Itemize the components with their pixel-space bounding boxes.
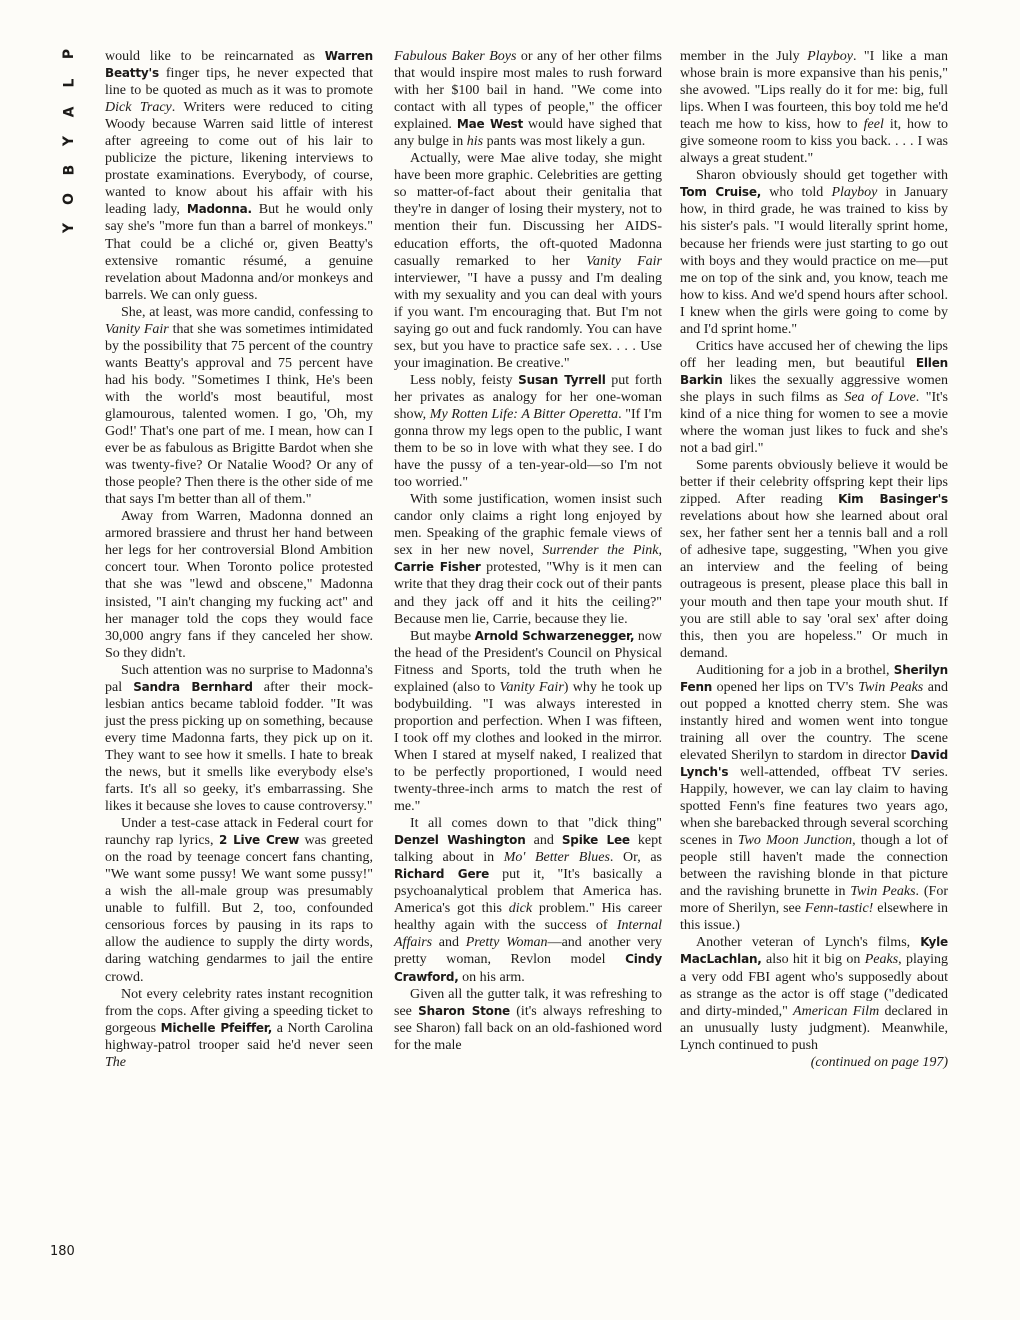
title-italic: Vanity Fair — [585, 253, 662, 269]
text-run: finger tips, he never expected that line to be quoted as much as it was to promote — [105, 66, 373, 99]
masthead-letter: P — [60, 48, 77, 60]
text-run: She, at least, was more candid, confessing to — [121, 304, 373, 320]
text-run: But he would only say she's "more fun than a barrel of monkeys." That could be a cliché or, given Beatty's extensive romantic résumé, a genuine revelation about Madonna and/or monkeys and barrels. We can only guess. — [105, 202, 373, 303]
name-highlight: Kim Basinger's — [838, 492, 948, 507]
paragraph — [680, 457, 948, 662]
title-italic: Vanity Fair — [105, 321, 169, 337]
text-run: it, how to give someone room to kiss you back. . . . I was always a great student." — [680, 117, 949, 167]
text-run: —and another very pretty woman, Revlon model — [394, 935, 662, 968]
text-run: But maybe — [410, 628, 475, 644]
masthead-playboy — [56, 46, 82, 249]
name-highlight: Richard Gere — [394, 867, 490, 882]
text-run: opened her lips on TV's — [712, 679, 859, 695]
masthead-letter: Y — [60, 135, 77, 147]
text-run: , — [658, 543, 663, 559]
title-italic: Playboy — [831, 185, 878, 201]
paragraph — [105, 815, 373, 985]
title-italic: Surrender the Pink — [542, 543, 659, 559]
text-run: . "If I'm gonna throw my legs open to the public, I want them to be so in love with what they see. I do have the pussy of a ten-year-old—so I'm not too worried." — [394, 406, 662, 491]
text-run: . "I like a man whose brain is more expansive than his penis," she avowed. "Lips really do it for me: big, full lips. When I was fourteen, this boy told me he'd teach me how to kiss, how to — [680, 49, 949, 133]
article-column-1 — [105, 48, 373, 1071]
text-run: . (For more of Sherilyn, see — [680, 884, 948, 917]
title-italic: Pretty Woman — [465, 935, 548, 951]
text-run: now the head of the President's Council on Physical Fitness and Sports, told the truth when he explained (also to — [394, 628, 662, 695]
name-highlight: Warren Beatty's — [105, 49, 373, 81]
text-run: ) why he took up bodybuilding. "I was always interested in proportion and perfection. When I was fifteen, I took off my clothes and looked in the mirror. When I stared at myself naked, I realized that to be perfectly proportioned, I would need twenty-three-inch arms to match the rest of me." — [394, 679, 662, 815]
title-italic: Peaks — [864, 952, 899, 968]
paragraph — [394, 628, 662, 816]
text-run: on his arm. — [458, 969, 525, 985]
title-italic: dick — [508, 901, 533, 917]
name-highlight: Michelle Pfeiffer, — [160, 1020, 273, 1035]
masthead-letter: Y — [60, 222, 77, 234]
title-italic: Sea of Love — [844, 389, 916, 405]
title-italic: feel — [863, 117, 884, 133]
text-run: With some justification, women insist such candor only claims a right long enjoyed by men. Speaking of the graphic female views of sex in her new novel, — [394, 492, 662, 559]
text-run: would have sighed that any bulge in — [394, 117, 662, 150]
text-run: member in the July — [680, 49, 808, 64]
paragraph — [105, 508, 373, 661]
title-italic: his — [466, 134, 484, 150]
paragraph — [105, 662, 373, 815]
text-run: Critics have accused her of chewing the lips off her leading men, but beautiful — [680, 338, 948, 371]
text-run: well-attended, offbeat TV series. Happily, however, we can lay claim to having spotted Fenn's fine features two years ago, when she barebacked through several scorching scenes in — [680, 764, 948, 849]
text-run: interviewer, "I have a pussy and I'm dealing with my sexuality and you can deal with yours if you want. I'm encouraging that. But I'm not saying go out and fuck randomly. You can have sex, but you have to practice safe sex. . . . Use your imagination. Be creative." — [394, 270, 662, 371]
paragraph — [680, 48, 948, 167]
name-highlight: Madonna. — [186, 202, 252, 217]
text-run: and — [432, 935, 466, 951]
title-italic: Twin Peaks — [850, 884, 916, 900]
title-italic: Internal Affairs — [394, 918, 662, 951]
text-run: Some parents obviously believe it would be better if their celebrity offspring kept their lips zipped. After reading — [680, 458, 948, 508]
paragraph — [394, 150, 662, 372]
name-highlight: Ellen Barkin — [680, 355, 948, 387]
paragraph — [394, 815, 662, 985]
name-highlight: Sharon Stone — [418, 1003, 510, 1018]
text-run: Given all the gutter talk, it was refreshing to see — [394, 986, 662, 1019]
paragraph — [680, 167, 948, 337]
text-run: (it's always refreshing to see Sharon) fall back on an old-fashioned word for the male — [394, 1003, 662, 1053]
name-highlight: Spike Lee — [561, 833, 630, 848]
text-run: problem." His career healthy again with the success of — [394, 901, 663, 934]
name-highlight: Kyle MacLachlan, — [680, 935, 948, 967]
title-italic: Dick Tracy — [105, 100, 172, 116]
continued-note: (continued on page 197) — [810, 1054, 948, 1070]
masthead-letter: L — [60, 78, 77, 88]
paragraph — [680, 934, 948, 1053]
text-run: revelations about how she learned about oral sex, her father sent her a tennis ball and a roll of adhesive tape, suggesting, "When you give an interview and the feeling of being outrageous is present, please place this ball in your mouth and then tape your mouth shut. If you are still able to say 'oral sex' after doing this, then you are hopeless." Or much in demand. — [680, 509, 948, 661]
paragraph — [394, 372, 662, 491]
masthead-letter: B — [60, 164, 77, 176]
text-run: was greeted on the road by teenage concert fans chanting, "We want some pussy! We want some pussy!" a wish the all-male group was presumably unable to fulfill. But 2, too, confounded censorious forces by pausing in its raps to allow the audience to supply the dirty words, daring watching gendarmes to jail the entire crowd. — [105, 833, 373, 985]
paragraph — [105, 48, 373, 304]
text-run: put it, "It's basically a psychoanalytical problem that America has. America's got this — [394, 867, 662, 917]
name-highlight: Cindy Crawford, — [394, 952, 662, 984]
text-run: It all comes down to that "dick thing" — [410, 816, 662, 832]
article-column-2 — [394, 48, 662, 1054]
text-run: would like to be reincarnated as — [105, 49, 325, 64]
text-run: Away from Warren, Madonna donned an armored brassiere and thrust her hand between her legs for her controversial Blond Ambition concert tour. When Toronto police protested that she was "lewd and obscene," Madonna insisted, "I ain't changing my fucking act" and her manager told the cops they would face 30,000 angry fans if they canceled her show. So they didn't. — [105, 509, 373, 661]
text-run: a North Carolina highway-patrol trooper said he'd never seen — [105, 1020, 373, 1053]
text-run: and — [525, 833, 562, 849]
text-run: . "It's kind of a nice thing for women to see a movie where the woman just likes to fuck and she's not a bad girl." — [680, 389, 948, 457]
text-run: kept talking about in — [394, 833, 662, 866]
text-run: Not every celebrity rates instant recognition from the cops. After giving a speeding ticket to gorgeous — [105, 986, 373, 1036]
paragraph — [394, 986, 662, 1054]
text-run: Actually, were Mae alive today, she might have been more graphic. Celebrities are getting so matter-of-fact about their genitalia that they're in danger of losing their mystery, not to mention their fun. Discussing her AIDS-education efforts, the oft-quoted Madonna casually remarked to her — [394, 151, 662, 269]
page-number: 180 — [50, 1244, 75, 1259]
text-run: , though a lot of people still haven't made the connection between the ravishing blonde in that picture and the ravishing brunette in — [680, 833, 948, 900]
title-italic: American Film — [793, 1003, 880, 1019]
masthead-letter: A — [61, 106, 77, 118]
text-run: elsewhere in this issue.) — [680, 901, 949, 934]
text-run: after their mock-lesbian antics became tabloid fodder. "It was just the press picking up on something, because every time Madonna farts, they pick up on it. They want to see how it smells. I hate to break the news, but it smells like everybody else's farts. It's all so geeky, it's embarrassing. She likes it because she loves to cause controversy." — [105, 679, 374, 815]
text-run: , playing a very odd FBI agent who's supposedly about as strange as the actor is off stage ("dedicated and dirty-minded," — [680, 952, 949, 1019]
text-run: put forth her privates as analogy for her one-woman show, — [394, 372, 662, 422]
text-run: declared in an unusually lusty judgment). Meanwhile, Lynch continued to push — [680, 1003, 949, 1053]
name-highlight: Arnold Schwarzenegger, — [474, 628, 635, 643]
text-run: protested, "Why is it men can write that they drag their cock out of their pants and they jack off and it hits the ceiling?" Because men lie, Carrie, because they lie. — [394, 560, 662, 627]
title-italic: Vanity Fair — [499, 679, 564, 695]
masthead-letter: O — [61, 193, 77, 205]
paragraph — [394, 48, 662, 150]
paragraph — [680, 338, 948, 457]
name-highlight: Sandra Bernhard — [133, 679, 253, 694]
name-highlight: Tom Cruise, — [680, 185, 762, 200]
name-highlight: Mae West — [456, 117, 524, 132]
article-column-3 — [680, 48, 948, 1071]
title-italic: Fabulous Baker Boys — [394, 49, 517, 64]
title-italic: Twin Peaks — [858, 679, 924, 695]
text-run: Less nobly, feisty — [410, 372, 519, 388]
text-run: pants was most likely a gun. — [483, 134, 646, 150]
title-italic: Fenn-tastic! — [804, 901, 874, 917]
name-highlight: 2 Live Crew — [218, 833, 300, 848]
name-highlight: Susan Tyrrell — [518, 372, 606, 387]
title-italic: Playboy — [807, 49, 853, 64]
text-run: . Or, as — [609, 850, 662, 866]
text-run: Sharon obviously should get together with — [696, 168, 948, 184]
title-italic: My Rotten Life: A Bitter Operetta — [429, 406, 619, 422]
text-run: that she was sometimes intimidated by the possibility that 75 percent of the country wants Beatty's approval and 75 percent have had his body. "Sometimes I think, He's been with the world's most beautiful, most glamourous, talented women. I go, 'Oh, my God!' That's one part of me. I mean, how can I ever be as fabulous as Brigitte Bardot when she was twenty-five? Or Natalie Wood? Or any of those people? Then there is the other side of me that says I'm better than all of them." — [105, 321, 374, 508]
text-run: Auditioning for a job in a brothel, — [696, 662, 894, 678]
text-run: and out popped a knotted cherry stem. She was instantly hired and women went into tongue training all over the country. The scene elevated Sherilyn to stardom in director — [680, 679, 949, 763]
text-run: also hit it big on — [761, 952, 865, 968]
text-run: Such attention was no surprise to Madonna's pal — [105, 662, 373, 695]
name-highlight: Sherilyn Fenn — [680, 662, 948, 694]
paragraph — [105, 986, 373, 1071]
text-run: Another veteran of Lynch's films, — [696, 935, 921, 951]
paragraph — [680, 662, 948, 935]
name-highlight: Carrie Fisher — [394, 560, 481, 575]
name-highlight: David Lynch's — [680, 747, 948, 779]
text-run: in January how, in third grade, he was trained to kiss by his sister's pals. "I would literally sprint home, because her friends were just starting to go out with boys and they would practice on me—put me on top of the sink and, you know, teach me how to kiss. And we'd spend hours after school. I knew when the girls were going to come by and I'd sprint home." — [680, 185, 948, 337]
text-run: Under a test-case attack in Federal court for raunchy rap lyrics, — [105, 816, 373, 849]
text-run: who told — [761, 185, 832, 201]
title-italic: Two Moon Junction — [737, 833, 853, 849]
text-run: . Writers were reduced to citing Woody because Warren said little of interest after agreeing to come out of his lair to publicize the picture, likening interviews to prostate examinations. Everybody, of course, wanted to know about his affair with his leading lady, — [105, 100, 373, 218]
title-italic: Mo' Better Blues — [503, 850, 610, 866]
text-run: likes the sexually aggressive women she plays in such films as — [680, 372, 948, 405]
paragraph — [394, 491, 662, 627]
text-run: or any of her other films that would inspire most males to rush forward with her $100 bail in hand. "We come into contact with all types of people," the officer explained. — [394, 49, 662, 133]
paragraph — [105, 304, 373, 509]
name-highlight: Denzel Washington — [394, 833, 526, 848]
title-italic: The — [105, 1054, 126, 1070]
